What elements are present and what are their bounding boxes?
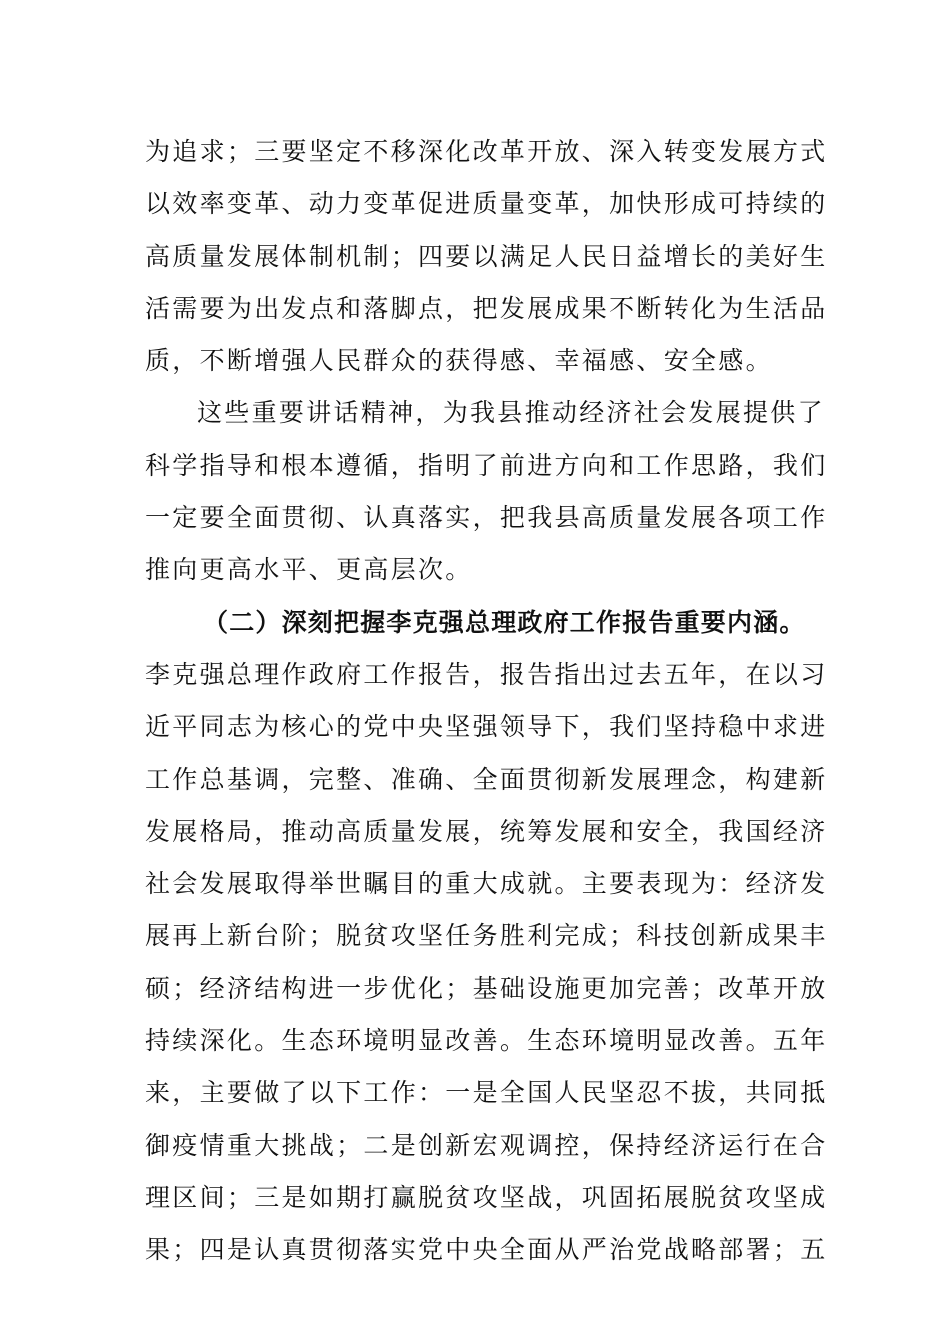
text-line: 持续深化。生态环境明显改善。生态环境明显改善。五年 [145, 1026, 828, 1056]
paragraph-speech-spirit [145, 387, 828, 596]
text-line: 李克强总理作政府工作报告，报告指出过去五年，在以习 [145, 659, 828, 689]
text-line: 质，不断增强人民群众的获得感、幸福感、安全感。 [145, 346, 773, 376]
text-line: 工作总基调，完整、准确、全面贯彻新发展理念，构建新 [145, 764, 828, 794]
text-line: 发展格局，推动高质量发展，统筹发展和安全，我国经济 [145, 816, 828, 846]
text-line: 御疫情重大挑战；二是创新宏观调控，保持经济运行在合 [145, 1130, 828, 1160]
paragraph-continuation [145, 126, 828, 387]
text-line: 活需要为出发点和落脚点，把发展成果不断转化为生活品 [145, 293, 828, 323]
text-line: 硕；经济结构进一步优化；基础设施更加完善；改革开放 [145, 973, 828, 1003]
text-line: 理区间；三是如期打赢脱贫攻坚战，巩固拓展脱贫攻坚成 [145, 1182, 828, 1212]
text-line: 以效率变革、动力变革促进质量变革，加快形成可持续的 [145, 189, 828, 219]
section-heading: （二）深刻把握李克强总理政府工作报告重要内涵。 [203, 607, 806, 637]
text-line: 近平同志为核心的党中央坚强领导下，我们坚持稳中求进 [145, 712, 828, 742]
text-line: 科学指导和根本遵循，指明了前进方向和工作思路，我们 [145, 450, 828, 480]
text-line: 为追求；三要坚定不移深化改革开放、深入转变发展方式 [145, 137, 828, 166]
text-line: 来，主要做了以下工作：一是全国人民坚忍不拔，共同抵 [145, 1078, 828, 1108]
text-line: 果；四是认真贯彻落实党中央全面从严治党战略部署；五 [145, 1235, 828, 1265]
text-line: 一定要全面贯彻、认真落实，把我县高质量发展各项工作 [145, 503, 828, 533]
text-line: 这些重要讲话精神，为我县推动经济社会发展提供了 [197, 398, 825, 428]
text-line: 高质量发展体制机制；四要以满足人民日益增长的美好生 [145, 241, 828, 271]
text-line: 展再上新台阶；脱贫攻坚任务胜利完成；科技创新成果丰 [145, 921, 828, 951]
document-body [145, 126, 828, 1277]
text-line: 推向更高水平、更高层次。 [145, 555, 473, 585]
paragraph-government-report [145, 649, 828, 1277]
text-line: 社会发展取得举世瞩目的重大成就。主要表现为：经济发 [145, 869, 828, 899]
